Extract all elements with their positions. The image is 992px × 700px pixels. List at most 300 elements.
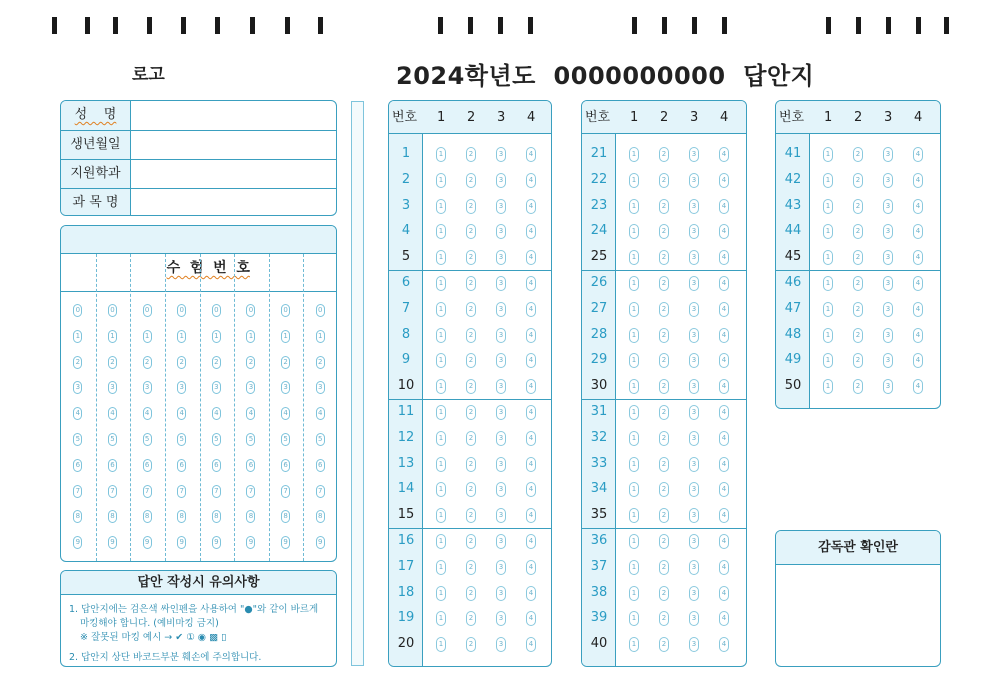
- exam-digit-bubble[interactable]: 0: [316, 304, 325, 317]
- answer-bubble[interactable]: 1: [436, 224, 446, 239]
- answer-bubble[interactable]: 3: [496, 637, 506, 652]
- answer-bubble[interactable]: 2: [659, 353, 669, 368]
- answer-bubble[interactable]: 1: [436, 379, 446, 394]
- exam-digit-bubble[interactable]: 1: [177, 330, 186, 343]
- column-separator: [200, 254, 201, 561]
- answer-bubble[interactable]: 4: [526, 508, 536, 523]
- answer-bubble[interactable]: 1: [629, 508, 639, 523]
- answer-bubble[interactable]: 2: [466, 611, 476, 626]
- timing-mark: [916, 17, 921, 34]
- exam-digit-bubble[interactable]: 6: [212, 459, 221, 472]
- answer-bubble[interactable]: 3: [496, 508, 506, 523]
- answer-bubble[interactable]: 3: [689, 224, 699, 239]
- exam-digit-bubble[interactable]: 6: [108, 459, 117, 472]
- answer-bubble[interactable]: 2: [853, 199, 863, 214]
- answer-bubble[interactable]: 4: [719, 302, 729, 317]
- answer-bubble[interactable]: 4: [913, 302, 923, 317]
- answer-bubble[interactable]: 1: [629, 353, 639, 368]
- answer-bubble[interactable]: 2: [466, 534, 476, 549]
- answer-bubble[interactable]: 2: [466, 457, 476, 472]
- exam-digit-bubble[interactable]: 0: [177, 304, 186, 317]
- exam-digit-bubble[interactable]: 6: [143, 459, 152, 472]
- answer-bubble[interactable]: 3: [689, 611, 699, 626]
- answer-bubble[interactable]: 4: [719, 405, 729, 420]
- answer-bubble[interactable]: 3: [496, 560, 506, 575]
- exam-digit-bubble[interactable]: 4: [73, 407, 82, 420]
- answer-bubble[interactable]: 3: [883, 224, 893, 239]
- answer-bubble[interactable]: 3: [496, 224, 506, 239]
- answer-bubble[interactable]: 2: [853, 276, 863, 291]
- answer-bubble[interactable]: 3: [883, 173, 893, 188]
- answer-bubble[interactable]: 4: [719, 611, 729, 626]
- exam-digit-bubble[interactable]: 1: [73, 330, 82, 343]
- answer-bubble[interactable]: 3: [883, 379, 893, 394]
- answer-bubble[interactable]: 2: [659, 224, 669, 239]
- exam-digit-bubble[interactable]: 0: [143, 304, 152, 317]
- answer-bubble[interactable]: 3: [689, 328, 699, 343]
- exam-digit-bubble[interactable]: 5: [246, 433, 255, 446]
- answer-bubble[interactable]: 4: [719, 147, 729, 162]
- answer-bubble[interactable]: 2: [466, 353, 476, 368]
- exam-digit-bubble[interactable]: 1: [316, 330, 325, 343]
- answer-bubble[interactable]: 1: [436, 353, 446, 368]
- exam-digit-bubble[interactable]: 0: [73, 304, 82, 317]
- answer-bubble[interactable]: 3: [883, 276, 893, 291]
- exam-digit-bubble[interactable]: 3: [316, 381, 325, 394]
- answer-bubble[interactable]: 4: [526, 534, 536, 549]
- answer-bubble[interactable]: 3: [689, 276, 699, 291]
- exam-digit-bubble[interactable]: 8: [108, 510, 117, 523]
- answer-bubble[interactable]: 2: [853, 250, 863, 265]
- answer-bubble[interactable]: 2: [659, 379, 669, 394]
- answer-bubble[interactable]: 1: [436, 457, 446, 472]
- answer-bubble[interactable]: 3: [496, 379, 506, 394]
- answer-bubble[interactable]: 1: [629, 534, 639, 549]
- exam-digit-bubble[interactable]: 7: [316, 485, 325, 498]
- answer-bubble[interactable]: 4: [526, 224, 536, 239]
- answer-bubble[interactable]: 1: [823, 302, 833, 317]
- answer-bubble[interactable]: 1: [823, 199, 833, 214]
- exam-digit-bubble[interactable]: 4: [316, 407, 325, 420]
- answer-bubble[interactable]: 3: [496, 147, 506, 162]
- question-number: 41: [784, 146, 802, 161]
- answer-bubble[interactable]: 4: [719, 173, 729, 188]
- answer-bubble[interactable]: 1: [629, 302, 639, 317]
- exam-digit-bubble[interactable]: 9: [212, 536, 221, 549]
- exam-digit-bubble[interactable]: 7: [73, 485, 82, 498]
- answer-bubble[interactable]: 2: [659, 276, 669, 291]
- answer-bubble[interactable]: 3: [496, 328, 506, 343]
- answer-bubble[interactable]: 4: [913, 353, 923, 368]
- exam-digit-bubble[interactable]: 2: [246, 356, 255, 369]
- question-number: 34: [590, 481, 608, 497]
- exam-digit-bubble[interactable]: 0: [281, 304, 290, 317]
- exam-digit-bubble[interactable]: 4: [281, 407, 290, 420]
- answer-bubble[interactable]: 2: [466, 508, 476, 523]
- answer-bubble[interactable]: 3: [496, 534, 506, 549]
- answer-bubble[interactable]: 2: [853, 173, 863, 188]
- answer-bubble[interactable]: 1: [436, 586, 446, 601]
- answer-bubble[interactable]: 2: [659, 560, 669, 575]
- exam-digit-bubble[interactable]: 9: [108, 536, 117, 549]
- answer-bubble[interactable]: 2: [659, 405, 669, 420]
- answer-bubble[interactable]: 4: [913, 199, 923, 214]
- answer-bubble[interactable]: 4: [719, 586, 729, 601]
- exam-digit-bubble[interactable]: 9: [316, 536, 325, 549]
- answer-bubble[interactable]: 2: [466, 302, 476, 317]
- answer-bubble[interactable]: 2: [466, 328, 476, 343]
- exam-digit-bubble[interactable]: 0: [212, 304, 221, 317]
- answer-bubble[interactable]: 4: [526, 586, 536, 601]
- answer-bubble[interactable]: 3: [496, 199, 506, 214]
- answer-bubble[interactable]: 1: [629, 379, 639, 394]
- answer-bubble[interactable]: 4: [719, 534, 729, 549]
- answer-bubble[interactable]: 4: [719, 328, 729, 343]
- answer-bubble[interactable]: 4: [913, 250, 923, 265]
- answer-bubble[interactable]: 2: [659, 147, 669, 162]
- answer-bubble[interactable]: 1: [823, 276, 833, 291]
- answer-bubble[interactable]: 2: [466, 482, 476, 497]
- answer-bubble[interactable]: 3: [496, 431, 506, 446]
- exam-digit-bubble[interactable]: 2: [73, 356, 82, 369]
- answer-bubble[interactable]: 2: [659, 173, 669, 188]
- answer-bubble[interactable]: 1: [629, 431, 639, 446]
- exam-digit-bubble[interactable]: 3: [246, 381, 255, 394]
- answer-bubble[interactable]: 3: [883, 250, 893, 265]
- answer-bubble[interactable]: 1: [629, 173, 639, 188]
- answer-bubble[interactable]: 1: [629, 250, 639, 265]
- exam-digit-bubble[interactable]: 1: [212, 330, 221, 343]
- exam-digit-bubble[interactable]: 8: [316, 510, 325, 523]
- answer-bubble[interactable]: 4: [526, 637, 536, 652]
- answer-bubble[interactable]: 1: [629, 147, 639, 162]
- exam-digit-bubble[interactable]: 8: [281, 510, 290, 523]
- answer-bubble[interactable]: 4: [526, 328, 536, 343]
- exam-digit-bubble[interactable]: 3: [281, 381, 290, 394]
- answer-bubble[interactable]: 2: [466, 276, 476, 291]
- exam-digit-bubble[interactable]: 4: [143, 407, 152, 420]
- timing-mark: [147, 17, 152, 34]
- answer-bubble[interactable]: 1: [436, 276, 446, 291]
- answer-bubble[interactable]: 4: [719, 224, 729, 239]
- answer-bubble[interactable]: 4: [719, 379, 729, 394]
- answer-bubble[interactable]: 4: [719, 199, 729, 214]
- exam-digit-bubble[interactable]: 7: [108, 485, 117, 498]
- answer-bubble[interactable]: 3: [689, 302, 699, 317]
- answer-bubble[interactable]: 2: [659, 431, 669, 446]
- answer-bubble[interactable]: 3: [496, 302, 506, 317]
- answer-bubble[interactable]: 3: [689, 405, 699, 420]
- answer-bubble[interactable]: 4: [913, 379, 923, 394]
- exam-digit-bubble[interactable]: 8: [212, 510, 221, 523]
- exam-digit-bubble[interactable]: 5: [212, 433, 221, 446]
- answer-bubble[interactable]: 2: [466, 431, 476, 446]
- answer-bubble[interactable]: 1: [436, 431, 446, 446]
- answer-bubble[interactable]: 4: [719, 508, 729, 523]
- exam-digit-bubble[interactable]: 9: [281, 536, 290, 549]
- answer-bubble[interactable]: 2: [659, 508, 669, 523]
- answer-bubble[interactable]: 1: [436, 637, 446, 652]
- exam-digit-bubble[interactable]: 0: [246, 304, 255, 317]
- answer-bubble[interactable]: 4: [526, 353, 536, 368]
- answer-bubble[interactable]: 3: [496, 405, 506, 420]
- answer-bubble[interactable]: 2: [659, 482, 669, 497]
- answer-bubble[interactable]: 1: [436, 250, 446, 265]
- answer-bubble[interactable]: 4: [913, 224, 923, 239]
- answer-bubble[interactable]: 3: [496, 586, 506, 601]
- exam-digit-bubble[interactable]: 8: [143, 510, 152, 523]
- info-field[interactable]: [131, 101, 336, 130]
- exam-digit-bubble[interactable]: 2: [316, 356, 325, 369]
- answer-bubble[interactable]: 4: [913, 328, 923, 343]
- answer-bubble[interactable]: 1: [629, 276, 639, 291]
- answer-bubble[interactable]: 4: [719, 560, 729, 575]
- info-field[interactable]: [131, 189, 336, 216]
- answer-bubble[interactable]: 4: [719, 353, 729, 368]
- exam-digit-bubble[interactable]: 1: [246, 330, 255, 343]
- answer-bubble[interactable]: 3: [689, 173, 699, 188]
- answer-bubble[interactable]: 1: [436, 534, 446, 549]
- answer-bubble[interactable]: 4: [526, 405, 536, 420]
- exam-digit-bubble[interactable]: 5: [143, 433, 152, 446]
- exam-digit-bubble[interactable]: 2: [143, 356, 152, 369]
- answer-bubble[interactable]: 1: [436, 173, 446, 188]
- answer-bubble[interactable]: 3: [689, 482, 699, 497]
- exam-digit-bubble[interactable]: 3: [73, 381, 82, 394]
- answer-bubble[interactable]: 4: [526, 379, 536, 394]
- answer-bubble[interactable]: 2: [466, 379, 476, 394]
- answer-bubble[interactable]: 1: [629, 328, 639, 343]
- exam-digit-bubble[interactable]: 2: [212, 356, 221, 369]
- exam-digit-bubble[interactable]: 5: [73, 433, 82, 446]
- answer-bubble[interactable]: 4: [526, 173, 536, 188]
- answer-bubble[interactable]: 4: [526, 431, 536, 446]
- answer-bubble[interactable]: 4: [719, 637, 729, 652]
- exam-digit-bubble[interactable]: 1: [281, 330, 290, 343]
- answer-bubble[interactable]: 1: [823, 173, 833, 188]
- answer-bubble[interactable]: 3: [883, 328, 893, 343]
- answer-bubble[interactable]: 1: [629, 560, 639, 575]
- info-field[interactable]: [131, 160, 336, 188]
- exam-digit-bubble[interactable]: 7: [281, 485, 290, 498]
- answer-bubble[interactable]: 3: [689, 250, 699, 265]
- exam-digit-bubble[interactable]: 8: [246, 510, 255, 523]
- logo: 로고: [132, 65, 165, 85]
- answer-bubble[interactable]: 3: [689, 457, 699, 472]
- exam-digit-bubble[interactable]: 1: [108, 330, 117, 343]
- answer-bubble[interactable]: 2: [659, 328, 669, 343]
- answer-bubble[interactable]: 2: [659, 250, 669, 265]
- answer-bubble[interactable]: 3: [496, 250, 506, 265]
- timing-mark: [468, 17, 473, 34]
- answer-bubble[interactable]: 4: [719, 276, 729, 291]
- answer-bubble[interactable]: 3: [496, 276, 506, 291]
- exam-digit-bubble[interactable]: 3: [108, 381, 117, 394]
- exam-digit-bubble[interactable]: 6: [316, 459, 325, 472]
- answer-bubble[interactable]: 2: [853, 328, 863, 343]
- answer-bubble[interactable]: 1: [629, 482, 639, 497]
- answer-bubble[interactable]: 3: [496, 173, 506, 188]
- answer-bubble[interactable]: 2: [853, 379, 863, 394]
- answer-bubble[interactable]: 3: [496, 353, 506, 368]
- answer-bubble[interactable]: 3: [689, 508, 699, 523]
- answer-bubble[interactable]: 3: [496, 457, 506, 472]
- exam-number-write-row[interactable]: [61, 254, 336, 292]
- answer-bubble[interactable]: 2: [466, 250, 476, 265]
- answer-bubble[interactable]: 1: [436, 560, 446, 575]
- answer-bubble[interactable]: 4: [719, 431, 729, 446]
- answer-bubble[interactable]: 1: [436, 405, 446, 420]
- answer-bubble[interactable]: 3: [496, 482, 506, 497]
- exam-digit-bubble[interactable]: 7: [246, 485, 255, 498]
- exam-digit-bubble[interactable]: 5: [281, 433, 290, 446]
- answer-bubble[interactable]: 2: [466, 199, 476, 214]
- answer-bubble[interactable]: 1: [823, 147, 833, 162]
- answer-bubble[interactable]: 2: [659, 586, 669, 601]
- answer-bubble[interactable]: 1: [436, 508, 446, 523]
- answer-bubble[interactable]: 1: [436, 328, 446, 343]
- answer-bubble[interactable]: 2: [466, 147, 476, 162]
- answer-bubble[interactable]: 2: [659, 199, 669, 214]
- exam-digit-bubble[interactable]: 9: [177, 536, 186, 549]
- answer-bubble[interactable]: 4: [526, 457, 536, 472]
- exam-digit-bubble[interactable]: 0: [108, 304, 117, 317]
- answer-bubble[interactable]: 1: [629, 405, 639, 420]
- answer-bubble[interactable]: 4: [526, 147, 536, 162]
- answer-bubble[interactable]: 3: [883, 199, 893, 214]
- exam-digit-bubble[interactable]: 2: [281, 356, 290, 369]
- answer-bubble[interactable]: 2: [466, 224, 476, 239]
- answer-bubble[interactable]: 4: [526, 276, 536, 291]
- answer-bubble[interactable]: 4: [526, 250, 536, 265]
- answer-bubble[interactable]: 4: [526, 560, 536, 575]
- exam-digit-bubble[interactable]: 4: [212, 407, 221, 420]
- exam-digit-bubble[interactable]: 8: [73, 510, 82, 523]
- exam-digit-bubble[interactable]: 5: [108, 433, 117, 446]
- answer-bubble[interactable]: 1: [823, 224, 833, 239]
- answer-bubble[interactable]: 3: [689, 586, 699, 601]
- answer-bubble[interactable]: 4: [526, 302, 536, 317]
- exam-digit-bubble[interactable]: 4: [246, 407, 255, 420]
- exam-digit-bubble[interactable]: 5: [177, 433, 186, 446]
- answer-bubble[interactable]: 4: [913, 147, 923, 162]
- answer-bubble[interactable]: 3: [689, 560, 699, 575]
- exam-digit-bubble[interactable]: 6: [246, 459, 255, 472]
- answer-bubble[interactable]: 1: [823, 353, 833, 368]
- exam-digit-bubble[interactable]: 9: [143, 536, 152, 549]
- answer-bubble[interactable]: 3: [689, 534, 699, 549]
- answer-bubble[interactable]: 3: [689, 199, 699, 214]
- answer-bubble[interactable]: 3: [689, 147, 699, 162]
- answer-bubble[interactable]: 1: [436, 147, 446, 162]
- group-divider: [582, 399, 746, 400]
- answer-bubble[interactable]: 2: [659, 637, 669, 652]
- exam-digit-bubble[interactable]: 7: [177, 485, 186, 498]
- answer-bubble[interactable]: 4: [526, 482, 536, 497]
- supervisor-box: [775, 530, 941, 667]
- answer-bubble[interactable]: 1: [823, 250, 833, 265]
- answer-bubble[interactable]: 1: [629, 611, 639, 626]
- supervisor-sign-area[interactable]: [776, 565, 940, 666]
- exam-digit-bubble[interactable]: 6: [177, 459, 186, 472]
- answer-bubble[interactable]: 1: [436, 611, 446, 626]
- answer-bubble[interactable]: 4: [913, 276, 923, 291]
- answer-bubble[interactable]: 1: [436, 199, 446, 214]
- answer-bubble[interactable]: 1: [436, 482, 446, 497]
- answer-bubble[interactable]: 4: [719, 482, 729, 497]
- answer-bubble[interactable]: 2: [853, 147, 863, 162]
- answer-bubble[interactable]: 2: [659, 457, 669, 472]
- exam-digit-bubble[interactable]: 6: [73, 459, 82, 472]
- answer-bubble[interactable]: 4: [526, 199, 536, 214]
- answer-bubble[interactable]: 1: [823, 328, 833, 343]
- answer-bubble[interactable]: 2: [659, 302, 669, 317]
- info-field[interactable]: [131, 131, 336, 159]
- answer-bubble[interactable]: 2: [659, 611, 669, 626]
- answer-bubble[interactable]: 3: [689, 379, 699, 394]
- answer-bubble[interactable]: 1: [823, 379, 833, 394]
- column-separator: [96, 254, 97, 561]
- exam-digit-bubble[interactable]: 6: [281, 459, 290, 472]
- exam-digit-bubble[interactable]: 7: [212, 485, 221, 498]
- exam-digit-bubble[interactable]: 4: [108, 407, 117, 420]
- exam-digit-bubble[interactable]: 2: [177, 356, 186, 369]
- answer-bubble[interactable]: 1: [629, 457, 639, 472]
- info-row: [61, 188, 336, 216]
- answer-bubble[interactable]: 3: [689, 431, 699, 446]
- answer-bubble[interactable]: 1: [629, 586, 639, 601]
- answer-bubble[interactable]: 3: [496, 611, 506, 626]
- answer-bubble[interactable]: 2: [659, 534, 669, 549]
- answer-bubble[interactable]: 2: [466, 586, 476, 601]
- answer-bubble[interactable]: 3: [883, 147, 893, 162]
- exam-digit-bubble[interactable]: 2: [108, 356, 117, 369]
- timing-mark: [722, 17, 727, 34]
- exam-digit-bubble[interactable]: 9: [73, 536, 82, 549]
- answer-bubble[interactable]: 3: [689, 637, 699, 652]
- answer-bubble[interactable]: 4: [719, 457, 729, 472]
- answer-bubble[interactable]: 2: [853, 224, 863, 239]
- answer-bubble[interactable]: 2: [466, 173, 476, 188]
- question-number: 8: [401, 326, 411, 342]
- answer-bubble[interactable]: 2: [466, 637, 476, 652]
- exam-digit-bubble[interactable]: 3: [177, 381, 186, 394]
- answer-bubble[interactable]: 2: [853, 302, 863, 317]
- answer-bubble[interactable]: 2: [853, 353, 863, 368]
- answer-bubble[interactable]: 3: [883, 353, 893, 368]
- question-number: 7: [401, 300, 411, 316]
- exam-digit-bubble[interactable]: 3: [212, 381, 221, 394]
- answer-bubble[interactable]: 3: [689, 353, 699, 368]
- exam-digit-bubble[interactable]: 1: [143, 330, 152, 343]
- answer-bubble[interactable]: 1: [629, 637, 639, 652]
- answer-bubble[interactable]: 1: [629, 224, 639, 239]
- exam-digit-bubble[interactable]: 9: [246, 536, 255, 549]
- answer-bubble[interactable]: 2: [466, 405, 476, 420]
- exam-digit-bubble[interactable]: 5: [316, 433, 325, 446]
- answer-bubble[interactable]: 1: [629, 199, 639, 214]
- exam-digit-bubble[interactable]: 4: [177, 407, 186, 420]
- answer-bubble[interactable]: 1: [436, 302, 446, 317]
- answer-bubble[interactable]: 4: [719, 250, 729, 265]
- exam-digit-bubble[interactable]: 3: [143, 381, 152, 394]
- answer-bubble[interactable]: 3: [883, 302, 893, 317]
- exam-digit-bubble[interactable]: 7: [143, 485, 152, 498]
- answer-bubble[interactable]: 2: [466, 560, 476, 575]
- answer-bubble[interactable]: 4: [526, 611, 536, 626]
- answer-bubble[interactable]: 4: [913, 173, 923, 188]
- exam-digit-bubble[interactable]: 8: [177, 510, 186, 523]
